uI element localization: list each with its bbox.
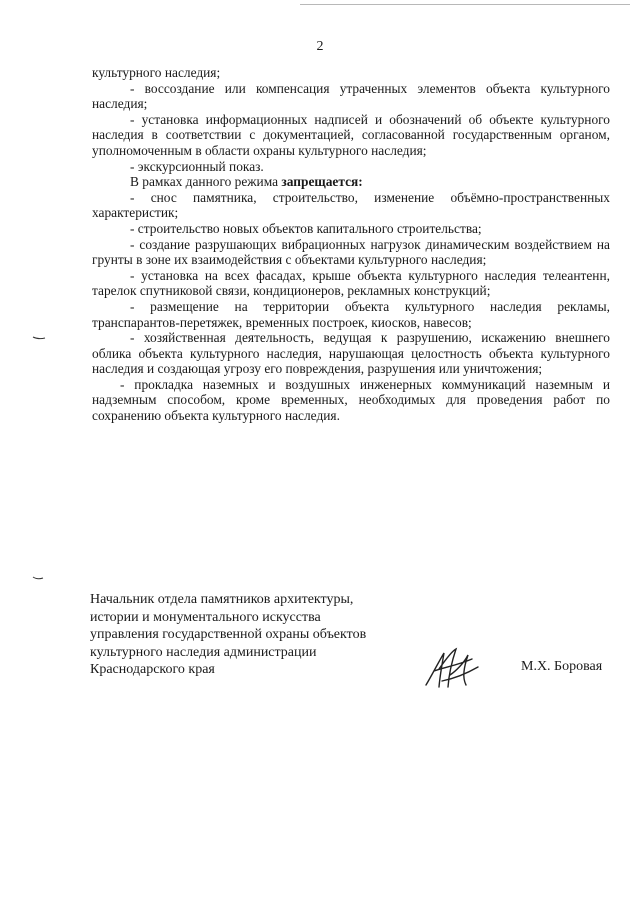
signatory-name: М.Х. Боровая [521, 659, 603, 674]
prohibited-item-vibration: - создание разрушающих вибрационных нагрузок динамическим воздействием на грунты в зоне их взаимодействия с объектами культурного наследия; [92, 236, 610, 268]
regime-prohibited: запрещается: [281, 174, 363, 190]
list-item-reconstruction: - воссоздание или компенсация утраченных элементов объекта культурного наследия; [92, 80, 610, 112]
signatory-title-line: культурного наследия администрации [90, 644, 317, 660]
scan-edge-line [300, 4, 630, 5]
prohibited-item-demolition: - снос памятника, строительство, изменение объёмно-пространственных характеристик; [92, 189, 610, 221]
scan-mark [32, 575, 44, 581]
regime-intro: В рамках данного режима [130, 174, 282, 190]
handwritten-signature [422, 645, 482, 691]
page-number: 2 [316, 39, 324, 54]
document-body [92, 65, 610, 424]
prohibited-item-economic-activity: - хозяйственная деятельность, ведущая к разрушению, искажению внешнего облика объекта культурного наследия, нарушающая целостность объекта культурного наследия и создающая угрозу его повреждения, разрушения или уничтожения; [92, 330, 610, 377]
list-item-signage: - установка информационных надписей и обозначений об объекте культурного наследия в соответствии с документацией, согласованной государственным органом, уполномоченным в области охраны культурного наследия; [92, 111, 610, 158]
regime-heading [92, 174, 610, 190]
signatory-title-line: истории и монументального искусства [90, 609, 321, 625]
scan-mark [32, 335, 46, 341]
prohibited-item-advertising: - размещение на территории объекта культурного наследия рекламы, транспарантов-перетяжек, временных построек, киосков, навесов; [92, 298, 610, 330]
signatory-title-line: Краснодарского края [90, 662, 215, 677]
signatory-title-line: управления государственной охраны объектов [90, 627, 367, 642]
paragraph-continuation: культурного наследия; [92, 65, 221, 80]
prohibited-item-utilities: - прокладка наземных и воздушных инженерных коммуникаций наземным и надземным способом, кроме временных, необходимых для проведения работ по сохранению объекта культурного наследия. [92, 376, 610, 424]
prohibited-item-new-construction: - строительство новых объектов капитального строительства; [130, 220, 482, 236]
signatory-title-line: Начальник отдела памятников архитектуры, [90, 592, 354, 607]
signatory-title-block [90, 591, 390, 679]
prohibited-item-antennas: - установка на всех фасадах, крыше объекта культурного наследия телеантенн, тарелок спутниковой связи, кондиционеров, рекламных конструкций; [92, 267, 610, 299]
list-item-excursion: - экскурсионный показ. [130, 158, 264, 174]
